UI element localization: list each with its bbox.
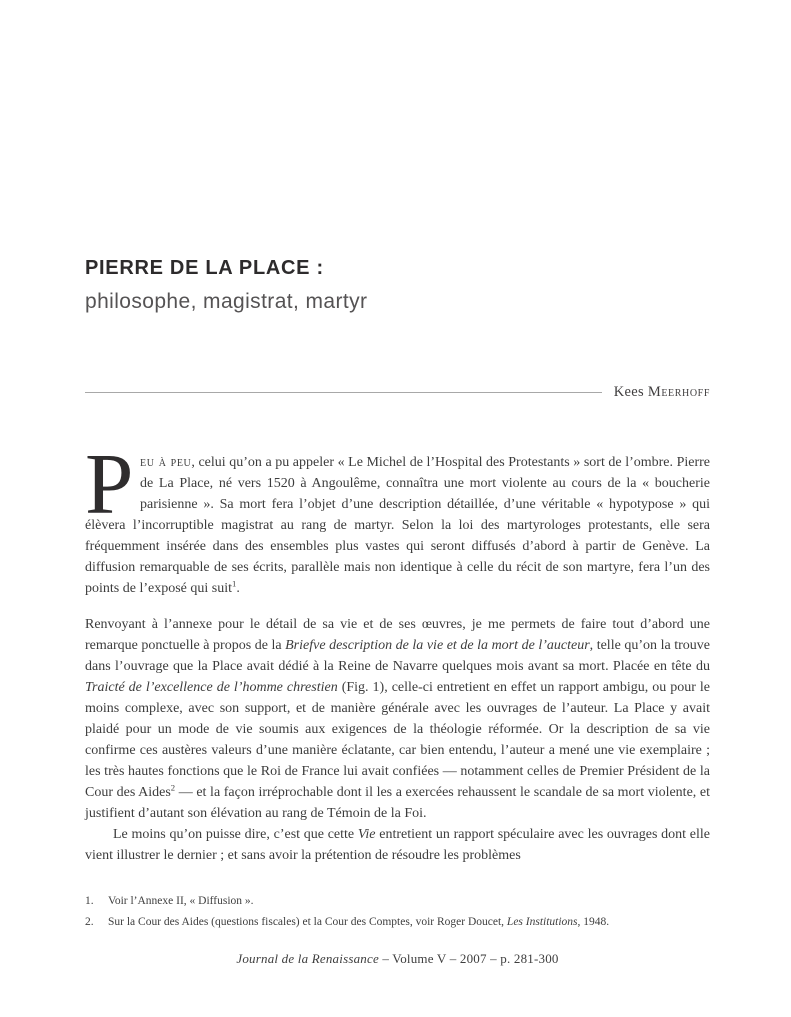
footnote-number: 2. [85,916,94,928]
text-segment: Vie [357,827,376,842]
text-segment: Voir l’Annexe II, « Diffusion ». [108,895,254,907]
footnote-text [108,912,710,933]
text-segment: , celui qu’on a pu appeler « Le Michel de l’Hospital des Protestants » sort de l’ombre. Pierre de La Place, né vers 1520 à Angoulême, connaîtra une mort violente au cours de la « boucherie parisienne ». Sa mort fera l’objet d’une description détaillée, d’une véritable « hypotypose » qui élèvera l’incorruptible magistrat au rang de martyr. Selon la loi des martyrologes protestants, elle sera fréquemment insérée dans des ensembles plus vastes qui seront diffusés d’abord à partir de Genève. La diffusion remarquable de ses écrits, parallèle mais non identique à celle du récit de son martyre, fera l’un des points de l’exposé qui suit [85,455,711,596]
text-segment: Briefve description de la vie et de la mort de l’aucteur [285,638,590,653]
text-segment: Meerhoff [647,384,710,400]
text-segment: , 1948. [577,916,610,928]
author-name [614,384,710,401]
text-segment: , telle qu’on la trouve dans l’ouvrage que la Place avait dédié à la Reine de Navarre quelques mois avant sa mort. Placée en tête du [85,638,710,674]
text-segment: Traicté de l’excellence de l’homme chrestien [85,680,338,695]
text-segment: — et la façon irréprochable dont il les a exercées rehaussent le scandale de sa mort violente, et justifient d’autant son élévation au rang de Témoin de la Foi. [85,785,711,821]
text-segment: Kees [613,384,648,400]
footnote-number: 1. [85,895,94,907]
text-segment: Le moins qu’on puisse dire, c’est que cette [113,827,358,842]
paragraph-opening [85,435,711,599]
drop-cap: P [85,435,134,532]
text-segment: entretient un rapport spéculaire avec les ouvrages dont elle vient illustrer le dernier ; et sans avoir la prétention de résoudre les problèmes [85,827,710,863]
text-segment: 1 [232,578,237,589]
text-segment: 2 [170,782,176,793]
footnote-text [108,891,710,912]
article-title-block [85,256,710,315]
journal-footer [85,950,710,968]
text-segment: Renvoyant à l’annexe pour le détail de sa vie et de ses œuvres, je me permets de faire tout d’abord une remarque ponctuelle à propos de la [85,617,710,653]
text-segment: . [236,581,240,596]
paragraph-text [85,455,710,596]
footnote-2 [85,912,710,933]
text-segment: Journal de la Renaissance [236,951,379,966]
article-subtitle: philosophe, magistrat, martyr [85,290,368,313]
text-segment: Sur la Cour des Aides (questions fiscales) et la Cour des Comptes, voir Roger Doucet, [108,916,507,928]
footnote-1 [85,891,710,912]
paragraph-3 [85,824,710,866]
text-segment: Les Institutions [506,916,578,928]
footnotes-section [85,891,710,933]
article-body [85,435,711,866]
article-title: PIERRE DE LA PLACE : [85,257,324,279]
text-segment: (Fig. 1), celle-ci entretient en effet un rapport ambigu, ou pour le moins complexe, avec son support, et de manière générale avec les ouvrages de l’auteur. La Place y avait plaidé pour un mode de vie soumis aux exigences de la théologie réformée. Or la description de sa vie confirme ces austères valeurs d’une manière éclatante, car bien entendu, l’auteur a mené une vie exemplaire ; les très hautes fonctions que le Roi de France lui avait confiées — notamment celles de Premier Président de la Cour des Aides [85,680,710,800]
byline [85,384,710,401]
text-segment: eu à peu [140,455,192,470]
byline-rule [85,392,602,393]
text-segment: – Volume V – 2007 – p. 281-300 [378,951,559,966]
paragraph-2 [85,614,710,824]
